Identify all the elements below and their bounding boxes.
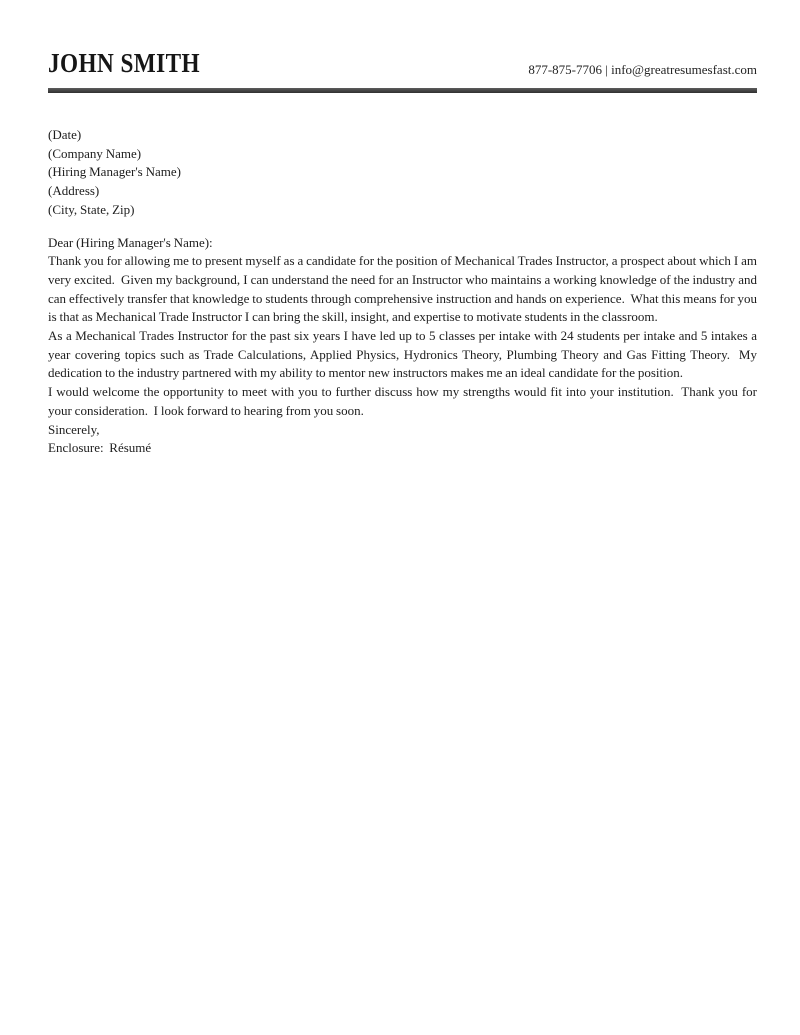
header-rule <box>48 88 757 93</box>
body-paragraph-intro: Thank you for allowing me to present myself as a candidate for the position of Mechanical Trades Instructor, a prospect about which I am very excited. Given my background, I can understand the need for an Instructor who maintains a working knowledge of the industry and can effectively transfer that knowledge to students through comprehensive instruction and hands on experience. What this means for you is that as Mechanical Trade Instructor I can bring the skill, insight, and expertise to motivate students in the classroom. <box>48 253 757 325</box>
letterhead <box>48 48 757 79</box>
recipient-line-address: (Address) <box>48 183 100 199</box>
body-paragraph-experience: As a Mechanical Trades Instructor for the past six years I have led up to 5 classes per intake with 24 students per intake and 5 intakes a year covering topics such as Trade Calculations, Applied Physics, Hydronics Theory, Plumbing Theory and Gas Fitting Theory. My dedication to the industry partnered with my ability to mentor new instructors makes me an ideal candidate for the position. <box>48 328 757 381</box>
recipient-line-city-state-zip: (City, State, Zip) <box>48 201 135 217</box>
contact-info: 877-875-7706 | info@greatresumesfast.com <box>528 62 757 78</box>
recipient-line-hiring-manager: (Hiring Manager's Name) <box>48 164 181 180</box>
closing: Sincerely, <box>48 421 100 437</box>
body-paragraph-call-to-action: I would welcome the opportunity to meet with you to further discuss how my strengths would fit into your institution. Thank you for your consideration. I look forward to hearing from you soon. <box>48 384 757 418</box>
letter-body <box>48 126 757 458</box>
salutation: Dear (Hiring Manager's Name): <box>48 234 213 250</box>
recipient-line-company: (Company Name) <box>48 145 142 161</box>
enclosure-note: Enclosure: Résumé <box>48 440 152 456</box>
recipient-block <box>48 145 757 220</box>
page-title: JOHN SMITH <box>48 48 201 78</box>
date-placeholder: (Date) <box>48 127 82 143</box>
